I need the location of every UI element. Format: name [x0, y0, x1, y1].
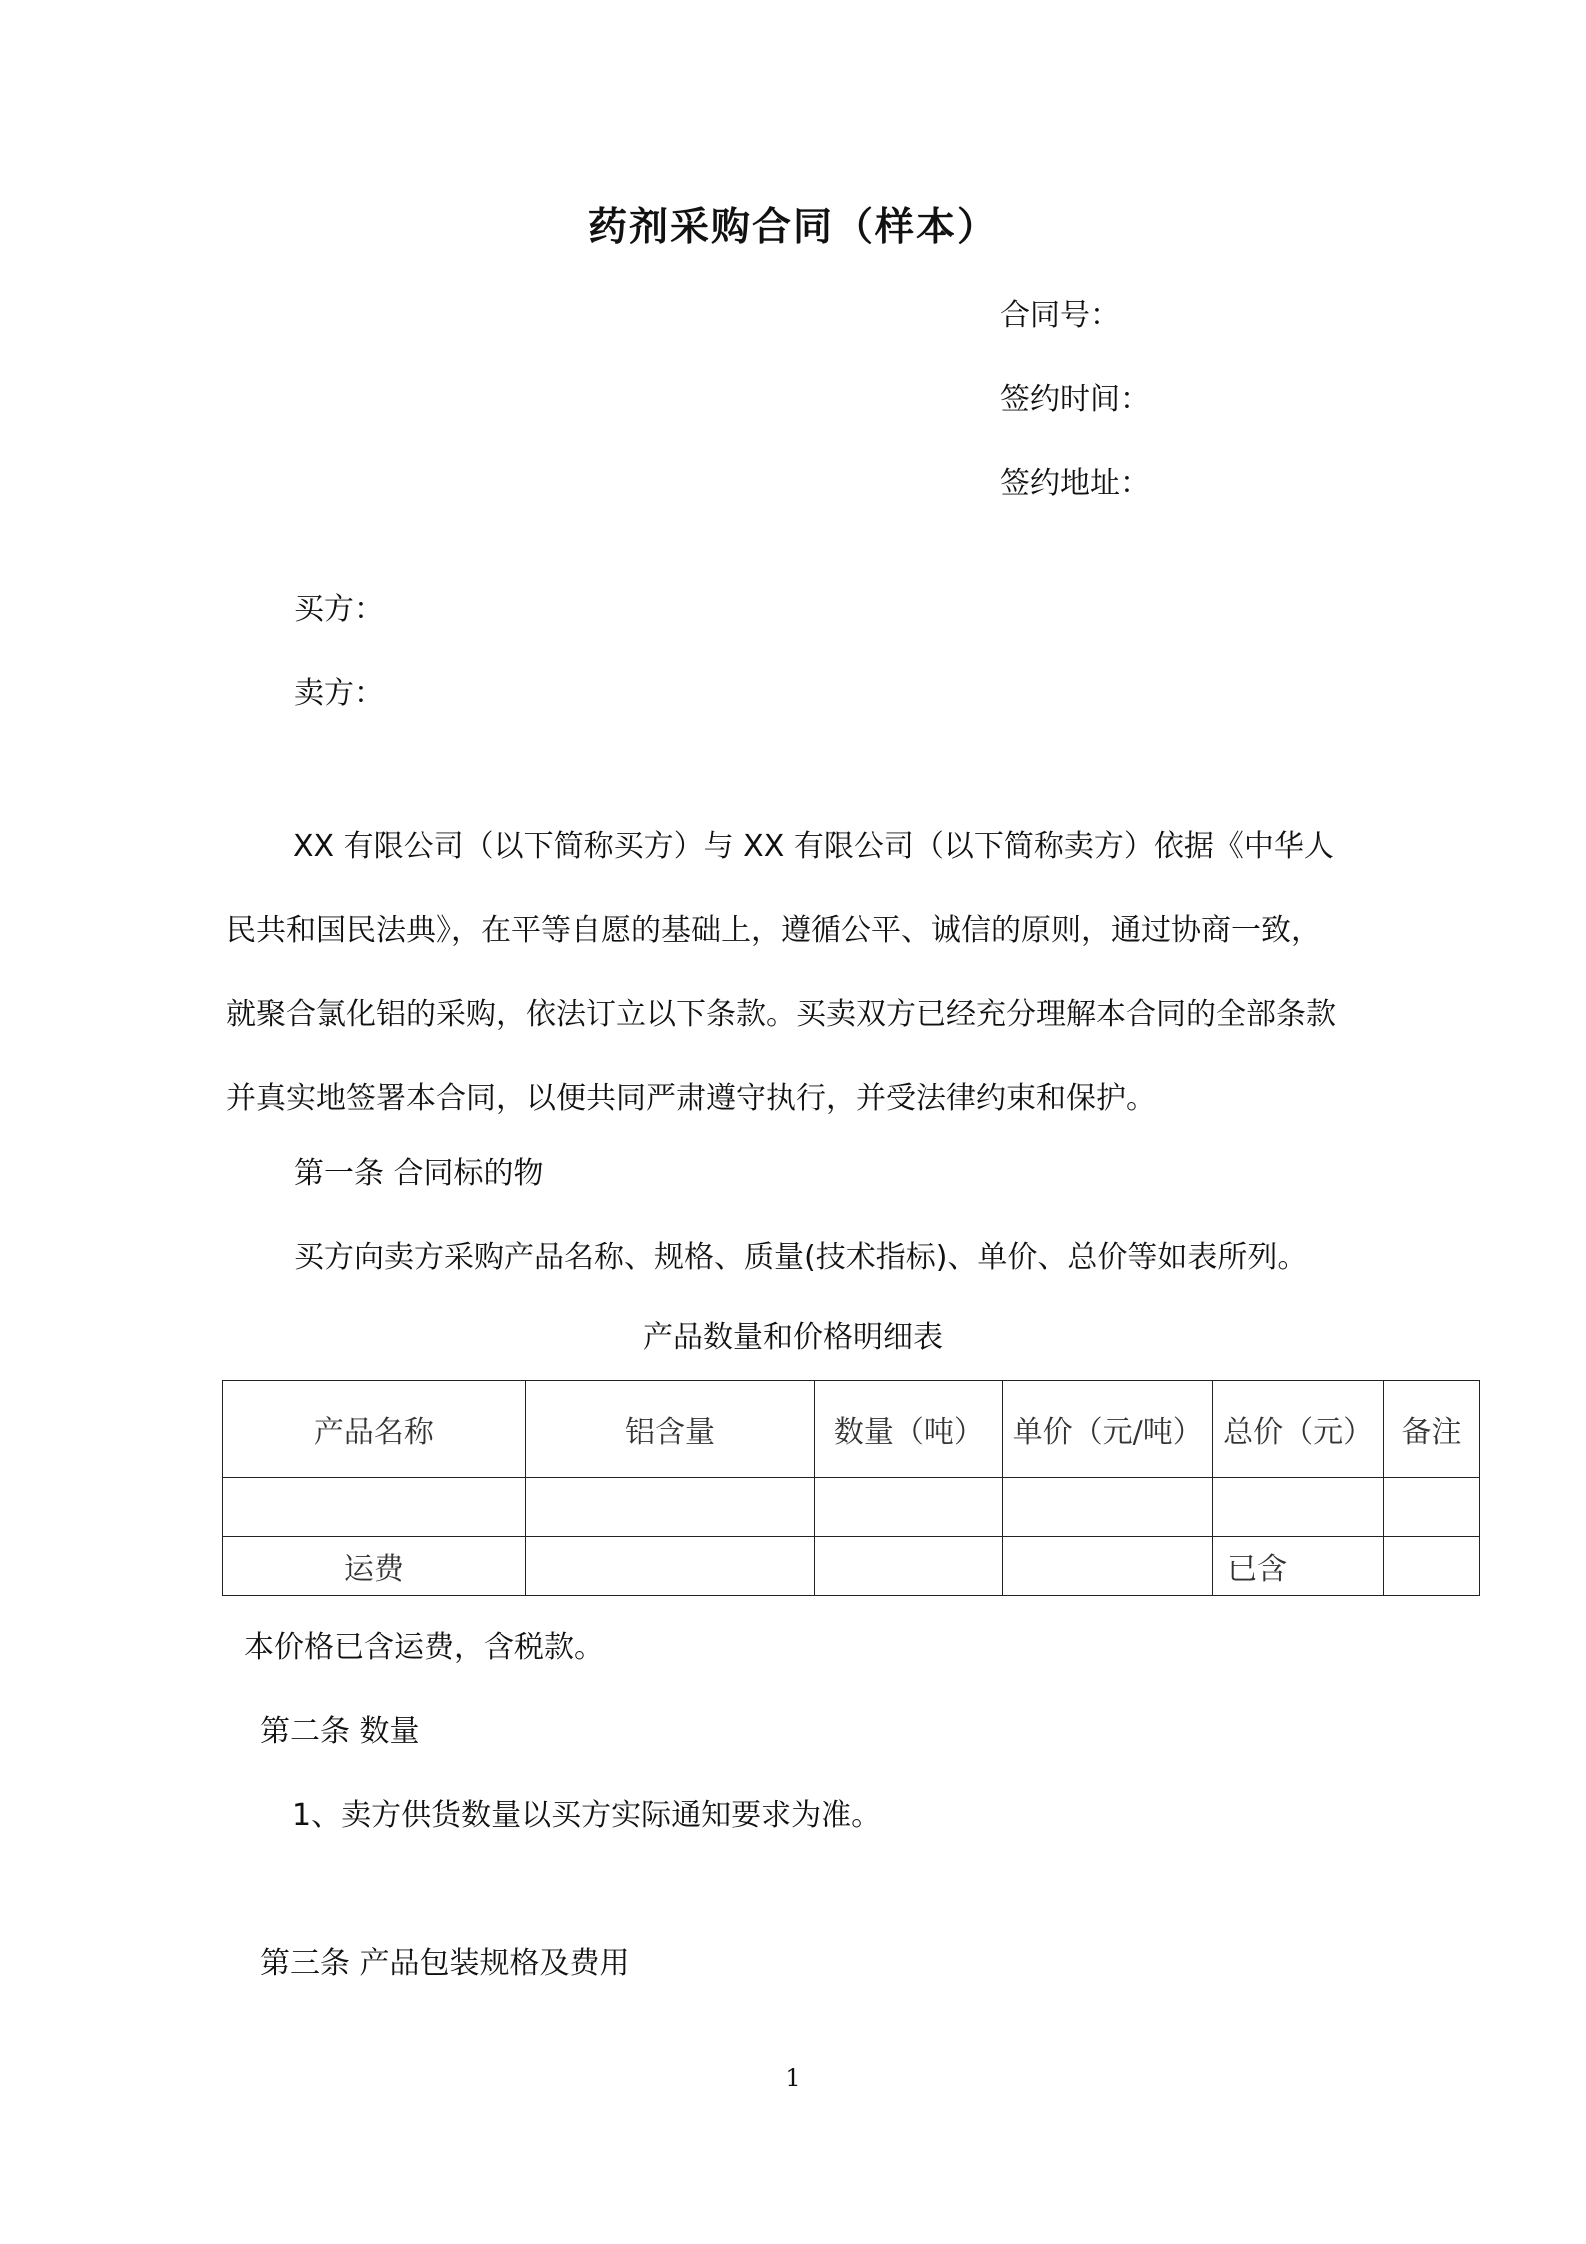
intro-line: 就聚合氯化铝的采购，依法订立以下条款。买卖双方已经充分理解本合同的全部条款 — [226, 997, 1336, 1032]
price-detail-table — [222, 1380, 1480, 1596]
header-total-price: 总价（元） — [1213, 1381, 1384, 1478]
article1-heading: 第一条 合同标的物 — [294, 1156, 544, 1191]
header-remarks: 备注 — [1384, 1381, 1480, 1478]
table-cell — [1384, 1478, 1480, 1537]
sign-time-label: 签约时间： — [1000, 382, 1150, 417]
article1-body: 买方向卖方采购产品名称、规格、质量(技术指标)、单价、总价等如表所列。 — [294, 1240, 1308, 1275]
header-aluminum-content: 铝含量 — [525, 1381, 815, 1478]
table-cell: 已含 — [1213, 1537, 1384, 1596]
article3-heading: 第三条 产品包装规格及费用 — [260, 1946, 630, 1981]
article2-heading: 第二条 数量 — [260, 1714, 420, 1749]
header-quantity: 数量（吨） — [815, 1381, 1003, 1478]
buyer-label: 买方： — [294, 592, 384, 627]
table-caption: 产品数量和价格明细表 — [643, 1320, 943, 1355]
intro-line: 民共和国民法典》，在平等自愿的基础上，遵循公平、诚信的原则，通过协商一致， — [226, 913, 1321, 948]
article2-item1: 1、卖方供货数量以买方实际通知要求为准。 — [292, 1798, 882, 1833]
contract-number-label: 合同号： — [1000, 298, 1120, 333]
table-row — [223, 1537, 1480, 1596]
document-title: 药剂采购合同（样本） — [587, 205, 998, 250]
table-cell — [815, 1478, 1003, 1537]
header-unit-price: 单价（元/吨） — [1003, 1381, 1213, 1478]
table-cell — [525, 1537, 815, 1596]
table-cell — [1213, 1478, 1384, 1537]
table-cell — [1003, 1478, 1213, 1537]
sign-place-label: 签约地址： — [1000, 466, 1150, 501]
intro-line: XX 有限公司（以下简称买方）与 XX 有限公司（以下简称卖方）依据《中华人 — [293, 829, 1334, 864]
intro-line: 并真实地签署本合同，以便共同严肃遵守执行，并受法律约束和保护。 — [226, 1081, 1156, 1116]
table-cell — [1384, 1537, 1480, 1596]
price-note: 本价格已含运费，含税款。 — [244, 1630, 604, 1665]
table-cell: 运费 — [223, 1537, 526, 1596]
intro-paragraph — [226, 805, 1406, 1141]
page-number: 1 — [785, 2064, 801, 2092]
table-cell — [1003, 1537, 1213, 1596]
table-cell — [223, 1478, 526, 1537]
table-cell — [525, 1478, 815, 1537]
table-row — [223, 1478, 1480, 1537]
table-header-row — [223, 1381, 1480, 1478]
table-cell — [815, 1537, 1003, 1596]
header-product-name: 产品名称 — [223, 1381, 526, 1478]
seller-label: 卖方： — [294, 676, 384, 711]
